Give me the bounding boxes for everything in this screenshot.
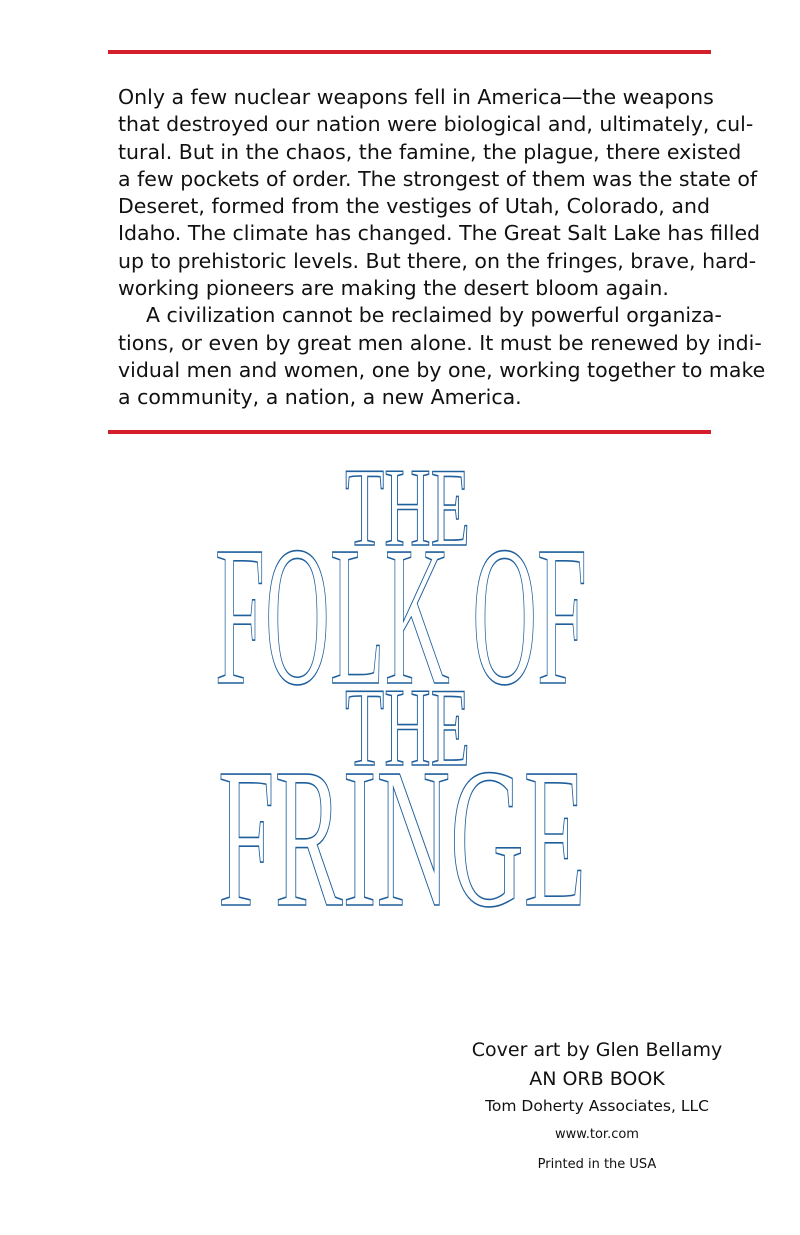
blurb-line: up to prehistoric levels. But there, on the fringes, brave, hard- xyxy=(118,248,757,273)
title-line-the: THE xyxy=(345,446,470,570)
blurb-line: working pioneers are making the desert bloom again. xyxy=(118,276,669,301)
blurb-line: Idaho. The climate has changed. The Great Salt Lake has filled xyxy=(118,221,761,246)
website: www.tor.com xyxy=(555,1127,639,1142)
blurb-line: a community, a nation, a new America. xyxy=(118,385,522,410)
blurb-line: Only a few nuclear weapons fell in America—the weapons xyxy=(118,85,714,109)
blurb-line: that destroyed our nation were biological and, ultimately, cul- xyxy=(118,112,754,137)
blurb-line: a few pockets of order. The strongest of them was the state of xyxy=(118,166,758,191)
cover-art-credit: Cover art by Glen Bellamy xyxy=(471,1039,723,1061)
publisher: Tom Doherty Associates, LLC xyxy=(485,1097,709,1115)
title-line-fringe: FRINGE xyxy=(218,728,586,920)
credits xyxy=(470,1036,724,1180)
printed-in: Printed in the USA xyxy=(537,1157,657,1172)
blurb-line: vidual men and women, one by one, working together to make xyxy=(118,357,766,382)
blurb-line: Deseret, formed from the vestiges of Utah, Colorado, and xyxy=(118,194,710,219)
title-line-the-2: THE xyxy=(345,666,470,790)
blurb-line: tural. But in the chaos, the famine, the plague, there existed xyxy=(118,139,742,164)
blurb-line: tions, or even by great men alone. It must be renewed by indi- xyxy=(118,330,762,355)
blurb-line: A civilization cannot be reclaimed by powerful organiza- xyxy=(146,303,722,328)
imprint: AN ORB BOOK xyxy=(529,1068,665,1090)
title-line-folk-of: FOLK OF xyxy=(215,506,587,727)
